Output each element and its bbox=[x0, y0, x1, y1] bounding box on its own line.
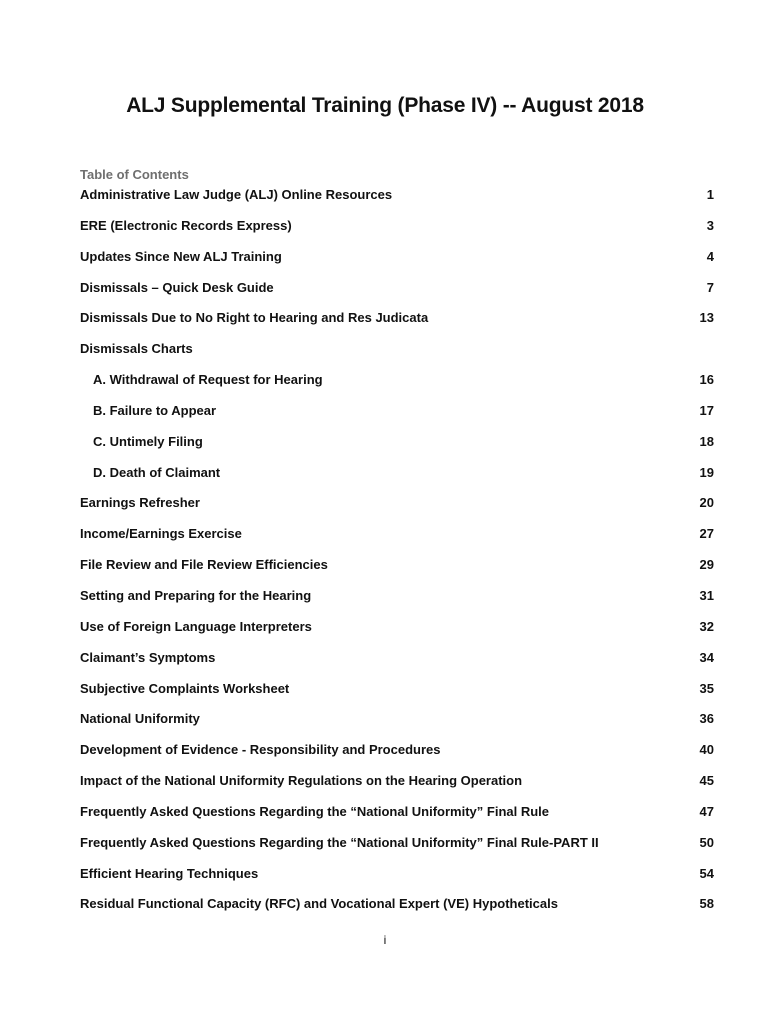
toc-entry-page: 29 bbox=[699, 557, 714, 573]
toc-entry-title: C. Untimely Filing bbox=[93, 433, 203, 449]
toc-entry-page: 27 bbox=[699, 526, 714, 542]
toc-entry[interactable] bbox=[80, 186, 714, 217]
toc-entry-title: Income/Earnings Exercise bbox=[80, 526, 242, 542]
toc-entry[interactable] bbox=[80, 741, 714, 772]
toc-entry[interactable] bbox=[80, 803, 714, 834]
toc-entry-page: 58 bbox=[699, 896, 714, 912]
toc-entry[interactable] bbox=[80, 248, 714, 279]
toc-entry-page: 35 bbox=[699, 680, 714, 696]
toc-entry-page: 50 bbox=[699, 834, 714, 850]
toc-entry-title: D. Death of Claimant bbox=[93, 464, 221, 480]
toc-entry-title: Frequently Asked Questions Regarding the “National Uniformity” Final Rule-PART II bbox=[80, 834, 599, 850]
toc-subentry[interactable] bbox=[80, 464, 714, 495]
toc-entry-title: A. Withdrawal of Request for Hearing bbox=[93, 372, 323, 388]
toc-entry[interactable] bbox=[80, 834, 714, 865]
toc-entry-title: Frequently Asked Questions Regarding the “National Uniformity” Final Rule bbox=[80, 803, 550, 819]
toc-entry-page: 47 bbox=[699, 803, 714, 819]
toc-entry-title: Subjective Complaints Worksheet bbox=[80, 680, 290, 696]
toc-entry-title: Development of Evidence - Responsibility and Procedures bbox=[80, 742, 441, 758]
toc-entry[interactable] bbox=[80, 680, 714, 711]
toc-entry-title: ERE (Electronic Records Express) bbox=[80, 217, 292, 233]
toc-section-heading bbox=[80, 340, 714, 371]
toc-entry[interactable] bbox=[80, 494, 714, 525]
toc-entry-page: 4 bbox=[706, 248, 714, 264]
toc-subentry[interactable] bbox=[80, 433, 714, 464]
toc-entry-page: 13 bbox=[699, 310, 714, 326]
toc-entry-title: Claimant’s Symptoms bbox=[80, 649, 216, 665]
toc-entry[interactable] bbox=[80, 556, 714, 587]
toc-entry-page: 54 bbox=[699, 865, 714, 881]
toc-entry-title: Administrative Law Judge (ALJ) Online Resources bbox=[80, 187, 393, 202]
toc-entry[interactable] bbox=[80, 309, 714, 340]
toc-entry[interactable] bbox=[80, 525, 714, 556]
document-title: ALJ Supplemental Training (Phase IV) -- August 2018 bbox=[126, 94, 644, 117]
toc-entry-title: Dismissals Charts bbox=[80, 341, 193, 357]
page-number: i bbox=[383, 933, 387, 947]
toc-entry-page: 18 bbox=[699, 433, 714, 449]
toc-entry[interactable] bbox=[80, 217, 714, 248]
toc-entry-title: Dismissals – Quick Desk Guide bbox=[80, 279, 274, 295]
toc-entry[interactable] bbox=[80, 865, 714, 896]
toc-entry-page: 45 bbox=[699, 773, 714, 789]
toc-entry-page: 1 bbox=[706, 187, 714, 202]
toc-subentry[interactable] bbox=[80, 371, 714, 402]
toc-entry-page: 16 bbox=[699, 372, 714, 388]
table-of-contents bbox=[80, 186, 714, 926]
toc-heading: Table of Contents bbox=[80, 167, 189, 182]
toc-entry-page: 32 bbox=[699, 618, 714, 634]
toc-entry[interactable] bbox=[80, 279, 714, 310]
toc-entry-title: File Review and File Review Efficiencies bbox=[80, 557, 328, 573]
toc-entry[interactable] bbox=[80, 649, 714, 680]
toc-entry-title: Residual Functional Capacity (RFC) and Vocational Expert (VE) Hypotheticals bbox=[80, 896, 558, 912]
toc-entry-page: 19 bbox=[699, 464, 714, 480]
toc-entry-page: 34 bbox=[699, 649, 714, 665]
toc-entry-title: B. Failure to Appear bbox=[93, 402, 217, 418]
toc-entry-title: Updates Since New ALJ Training bbox=[80, 248, 282, 264]
toc-entry[interactable] bbox=[80, 895, 714, 926]
toc-entry[interactable] bbox=[80, 710, 714, 741]
toc-entry-title: Impact of the National Uniformity Regulations on the Hearing Operation bbox=[80, 773, 523, 789]
toc-entry-page: 40 bbox=[699, 742, 714, 758]
toc-entry-page: 31 bbox=[699, 587, 714, 603]
toc-entry-page: 17 bbox=[699, 402, 714, 418]
toc-entry-title: National Uniformity bbox=[80, 711, 200, 727]
toc-entry-title: Dismissals Due to No Right to Hearing and Res Judicata bbox=[80, 310, 429, 326]
toc-entry[interactable] bbox=[80, 587, 714, 618]
toc-entry-page: 20 bbox=[699, 495, 714, 511]
toc-entry-title: Efficient Hearing Techniques bbox=[80, 865, 259, 881]
toc-entry-title: Use of Foreign Language Interpreters bbox=[80, 618, 312, 634]
toc-subentry[interactable] bbox=[80, 402, 714, 433]
toc-entry[interactable] bbox=[80, 618, 714, 649]
toc-entry-page: 7 bbox=[706, 279, 714, 295]
toc-entry[interactable] bbox=[80, 772, 714, 803]
toc-entry-title: Earnings Refresher bbox=[80, 495, 200, 511]
toc-entry-page: 3 bbox=[706, 217, 714, 233]
toc-entry-title: Setting and Preparing for the Hearing bbox=[80, 587, 312, 603]
toc-entry-page: 36 bbox=[699, 711, 714, 727]
